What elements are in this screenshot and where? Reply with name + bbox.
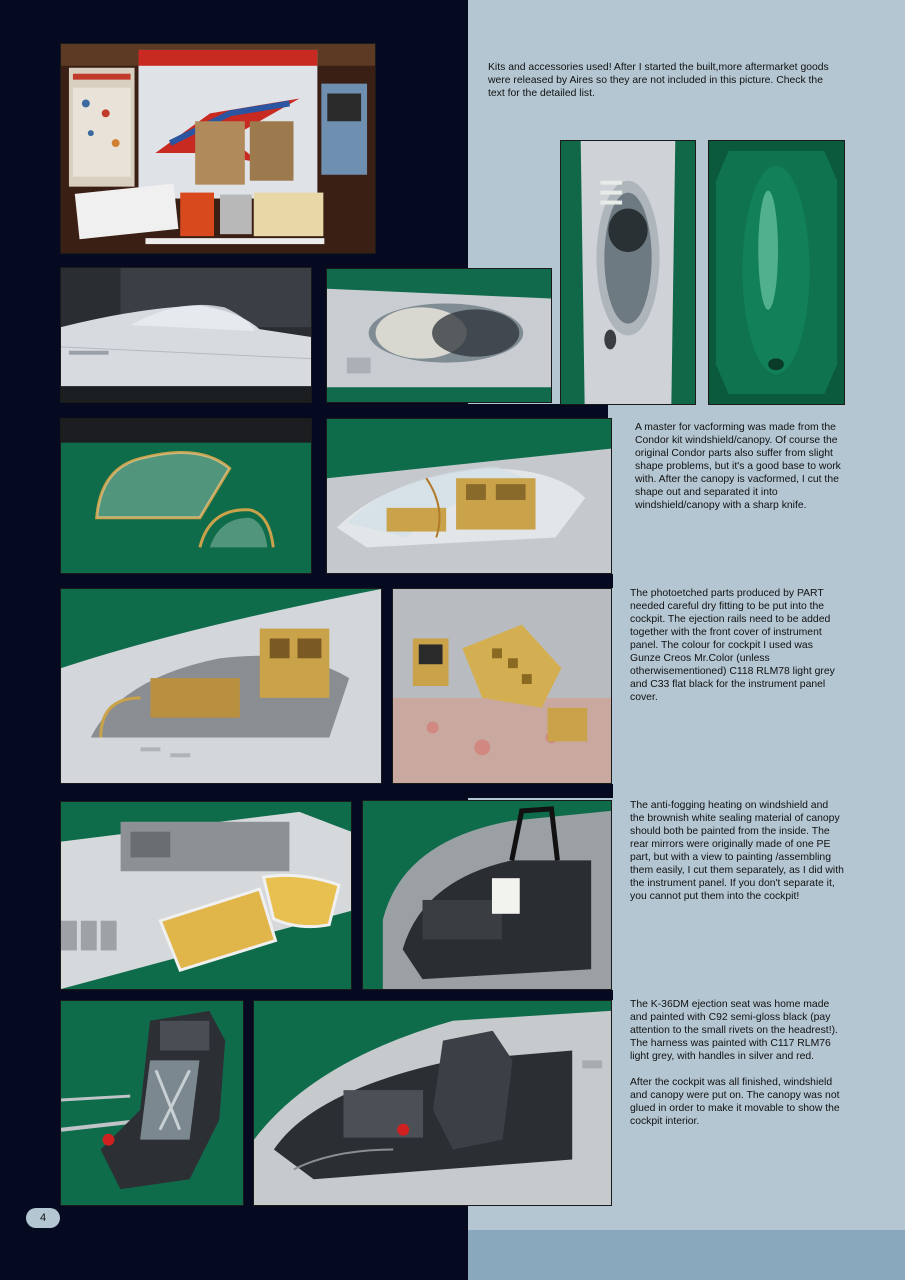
photo-ejection-seat [60,1000,244,1206]
caption-anti-fogging: The anti-fogging heating on windshield and the brownish white sealing material of canopy should both be painted from the inside. The rear mirrors were originally made of one PE part, but with a view to painting /assembling them easily, I cut them separately, as I did with the instrument panel. If you don't separate it, you cannot put them into the cockpit! [630,800,844,902]
photo-masked-canopy-parts [60,801,352,990]
photo-canopy-closeup [560,140,696,405]
photo-painted-instrument-panel [362,800,612,990]
page-background-notch [468,404,608,418]
page-number: 4 [26,1208,60,1228]
caption-kits-and-accessories: Kits and accessories used! After I started the built,more aftermarket goods were released by Aires so they are not included in this picture. Check the text for the detailed list. [488,62,829,99]
photo-cut-windshield-canopy [60,418,312,574]
photo-cockpit-dry-fitting [60,588,382,784]
photo-kit-and-accessories [60,43,376,254]
caption-ejection-seat: The K-36DM ejection seat was home made and painted with C92 semi-gloss black (pay attention to the small rivets on the headrest!). The harness was painted with C117 RLM76 light grey, with handles in silver and red. After the cockpit was all finished, windshield and canopy were put on. The canopy was not glued in order to make it movable to show the cockpit interior. [630,999,840,1127]
page-background-notch [468,574,613,588]
caption-vacform-master: A master for vacforming was made from the Condor kit windshield/canopy. Of course the original Condor parts also suffer from slight shape problems, but it's a good base to work with. After the canopy is vacformed, I cut the shape out and separated it into windshield/canopy with a sharp knife. [635,422,841,511]
page-background-notch [468,784,613,798]
photo-vacformed-canopy [708,140,845,405]
photo-finished-cockpit [253,1000,612,1206]
caption-photoetched-parts: The photoetched parts produced by PART needed careful dry fitting to be put into the cockpit. The ejection rails need to be added together with the front cover of instrument panel. The colour for cockpit I used was Gunze Creos Mr.Color (unless otherwisementioned) C118 RLM78 light grey and C33 flat black for the instrument panel cover. [630,588,835,703]
page-bottom-band [468,1230,905,1280]
page-background-notch [468,990,613,1000]
photo-cockpit-with-photoetch [326,418,612,574]
photo-photoetched-parts [392,588,612,784]
photo-canopy-top-view [326,268,552,403]
photo-canopy-side-view [60,267,312,403]
